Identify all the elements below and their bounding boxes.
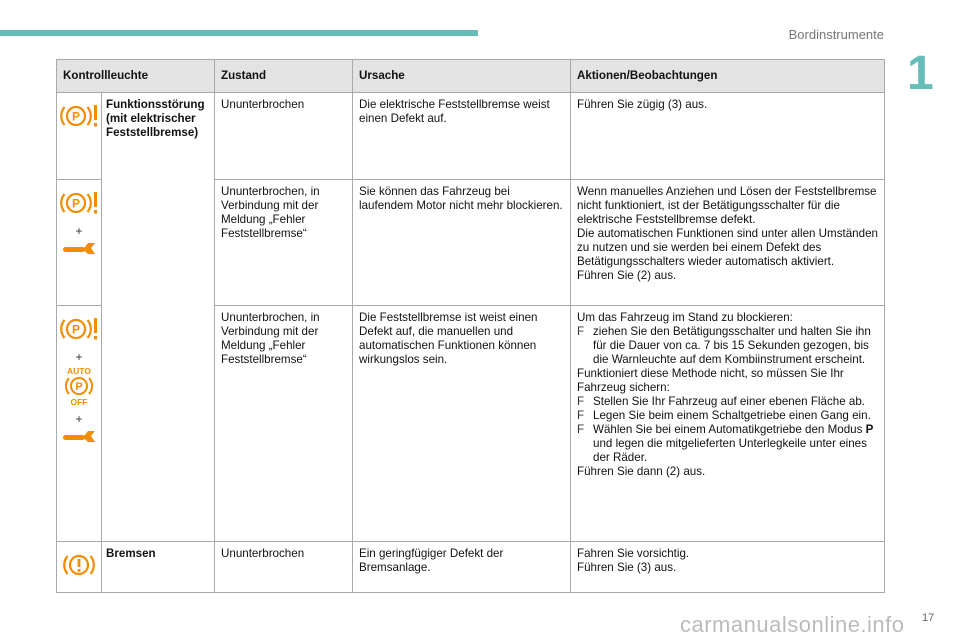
wrench-icon [61,428,97,446]
parking-brake-fault-icon [59,314,99,344]
ursache-cell: Die elektrische Feststellbremse weist einen Defekt auf. [353,93,571,180]
bullet-mark: F [577,409,585,422]
chapter-number: 1 [907,47,934,100]
column-header: Aktionen/Beobachtungen [571,60,885,93]
bullet-mark: F [577,395,585,408]
ursache-cell: Ein geringfügiger Defekt der Bremsanlage. [353,542,571,593]
ursache-cell: Sie können das Fahrzeug bei laufendem Motor nicht mehr blockieren. [353,180,571,306]
page-number: 17 [922,612,935,624]
svg-text:P: P [75,381,83,393]
bullet-text: ziehen Sie den Betätigungsschalter und halten Sie ihn für die Dauer von ca. 7 bis 15 Sekunden gezogen, bis die Warnleuchte auf dem Kombiinstrument erscheint. [593,325,871,366]
off-label: OFF [70,397,88,406]
aktionen-text: Führen Sie dann (2) aus. [577,465,706,478]
plus-sign: + [75,350,83,364]
bullet-text [593,423,878,465]
accent-bar [0,30,478,36]
zustand-cell: Ununterbrochen, in Verbindung mit der Meldung „Fehler Feststellbremse“ [215,180,353,306]
icon-cell [57,306,102,542]
icon-cell [57,93,102,180]
icon-cell [57,180,102,306]
ursache-cell: Die Feststellbremse ist weist einen Defekt auf, die manuellen und automatischen Funktionen können wirkungslos sein. [353,306,571,542]
svg-text:P: P [71,109,81,124]
aktionen-text: Funktioniert diese Methode nicht, so müssen Sie Ihr Fahrzeug sichern: [577,367,844,394]
table-row [57,93,885,180]
parking-brake-fault-icon [59,101,99,131]
parking-brake-fault-icon [59,188,99,218]
aktionen-text: Fahren Sie vorsichtig. [577,547,690,560]
bullet-mark: F [577,423,585,436]
aktionen-cell [571,180,885,306]
bullet-mark: F [577,325,585,338]
aktionen-text: Führen Sie (2) aus. [577,269,677,282]
aktionen-text: Die automatischen Funktionen sind unter allen Umständen zu nutzen und sie werden bei einem Defekt des Betätigungsschalters wieder automatisch aktiviert. [577,227,878,268]
bullet-item [577,423,878,465]
plus-sign: + [75,224,83,238]
bullet-item [577,395,878,409]
brake-warning-icon [59,550,99,580]
icon-cell [57,542,102,593]
aktionen-cell [571,542,885,593]
column-header: Ursache [353,60,571,93]
auto-label: AUTO [67,366,91,376]
plus-sign: + [75,412,83,426]
svg-text:P: P [71,196,81,211]
aktionen-text: Um das Fahrzeug im Stand zu blockieren: [577,311,793,324]
bullet-text: Stellen Sie Ihr Fahrzeug auf einer ebenen Fläche ab. [593,395,865,408]
column-header: Zustand [215,60,353,93]
column-header: Kontrollleuchte [57,60,215,93]
aktionen-cell [571,306,885,542]
table-row [57,542,885,593]
gear-mode-label: P [865,423,874,436]
zustand-cell: Ununterbrochen [215,93,353,180]
svg-text:P: P [71,322,81,337]
zustand-cell: Ununterbrochen [215,542,353,593]
bullet-text-post: und legen die mitgelieferten Unterlegkeile unter eines der Räder. [593,437,867,464]
aktionen-text: Wenn manuelles Anziehen und Lösen der Feststellbremse nicht funktioniert, ist der Betätigungsschalter für die elektrische Feststellbremse defekt. [577,185,877,226]
aktionen-text: Führen Sie zügig (3) aus. [577,98,708,111]
warning-light-name: Funktionsstörung (mit elektrischer Feststellbremse) [102,93,215,542]
bullet-text-pre: Wählen Sie bei einem Automatikgetriebe den Modus [593,423,866,436]
auto-off-icon [62,366,96,406]
bullet-item [577,409,878,423]
section-title: Bordinstrumente [788,27,884,42]
warning-light-name: Bremsen [102,542,215,593]
table-header-row [57,60,885,93]
watermark: carmanualsonline.info [680,612,905,637]
aktionen-cell [571,93,885,180]
zustand-cell: Ununterbrochen, in Verbindung mit der Meldung „Fehler Feststellbremse“ [215,306,353,542]
aktionen-text: Führen Sie (3) aus. [577,561,677,574]
bullet-item [577,325,878,367]
wrench-icon [61,240,97,258]
bullet-text: Legen Sie beim einem Schaltgetriebe einen Gang ein. [593,409,871,422]
warning-lights-table [56,59,885,593]
